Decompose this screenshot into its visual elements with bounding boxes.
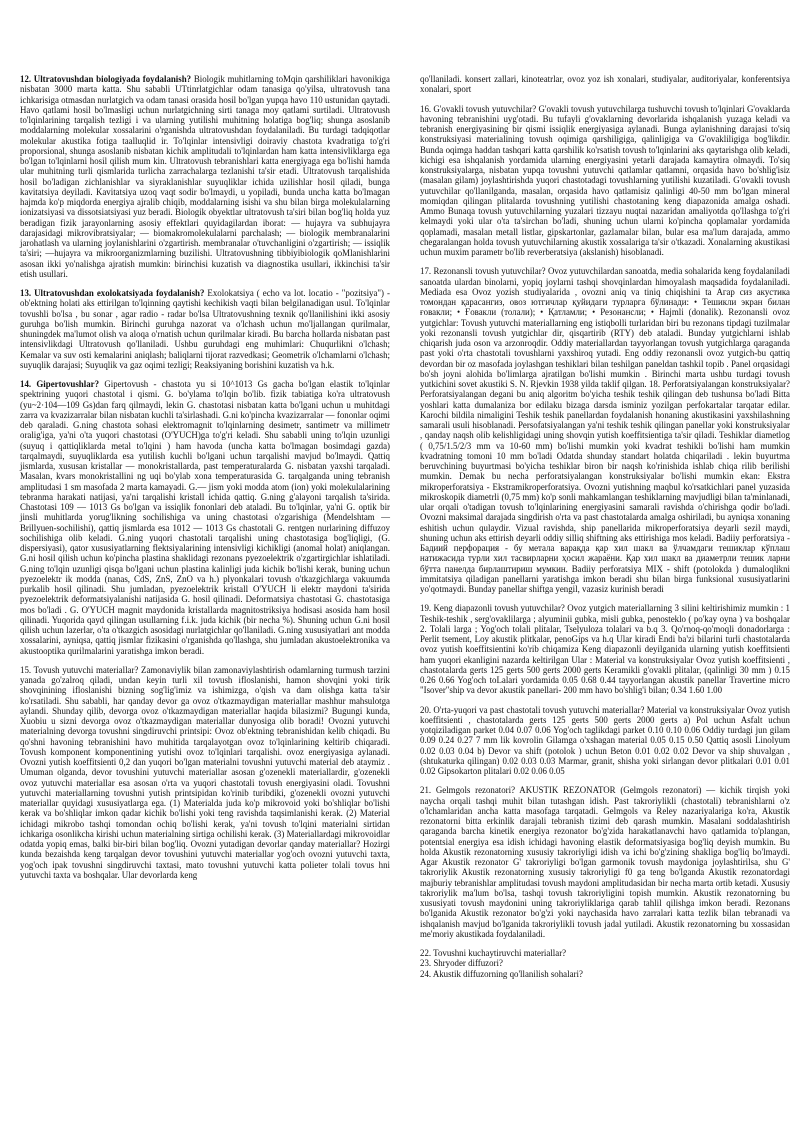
text-13: Exolokatsiya ( echo va lot. locatio - "pozitsiya") - ob'ektning holati aks ettirilgan to'lqinning qaytishi kechikish vaqti bilan belgilanadigan usul. To'lqinlar tovushli bo'lsa , bu sonar , agar radio - radar bo'lsa Ultratovushning texnik qo'llanilishini ikki asosiy guruhga bo'lish mumkin. Birinchi guruhga nazorat va o'lchash uchun mo'ljallangan qurilmalar, shuningdek ma'lumot olish va aloqa o'rnatish uchun qurilmalar kiradi. Bu barcha hollarda nisbatan past intensivlikdagi Ultratovush qo'llaniladi. Ushbu guruhdagi eng muhimlari: Chuqurlikni o'lchash; Kemalar va suv osti kemalarini aniqlash; baliqlarni tijorat razvedkasi; Geometrik o'lchamlarni o'lchash; suyuqlik darajasi; Suyuqlik va gaz oqimi tezligi; Reaksiyaning borishini kuzatish va h.k. [20, 288, 390, 370]
paragraph-16 [420, 104, 790, 258]
text-17: 17. Rezonansli tovush yutuvchilar? Ovoz yutuvchilardan sanoatda, media sohalarida keng foydalaniladi sanoatda ulardan binolarni, yopiq joylarni tashqi shovqinlardan himoyalash maqsadida foydalaniladi. Mediada esa Ovoz yozish studiyalarida , ovozni aniq va tiniq chiqishini ta Агар сиз акустика томондан қарасангиз, овоз ютгичлар қуйидаги турларга бўлинади: • Тешикли экран билан ғовакли; • Ғовакли (толали); • Қатламли; • Резонансли; • Hajmli (donalik). Rezonansli ovoz yutgichlar: Tovush yutuvchi materiallarning eng istiqbolli turlaridan biri bu rezonans tipdagi tuzilmalar yoki rezonansli tovush yutgichlar dir, qisqartirib (RTY) deb ataladi. Bunday yutgichlarni ishlab chiqarish juda oson va arzonroqdir. Oddiy materiallardan tayyorlangan tovush yutgichlarga qaraganda past yoki o'rta chastotali tovushlarni yaxshiroq yutadi. Eng oddiy rezonansli ovoz yutgich-bu qattiq devordan bir oz masofada joylashgan teshiklari bilan teshilgan paneldan tashkil topib . Panel orqasidagi bo'sh joyni alohida bo'limlarga ajratilgan bo'lishi mumkin . Birinchi marta ushbu turdagi tovush yutkichini sovet akustiki S. N. Rjevkin 1938 yilda taklif qilgan. 18. Perforatsiyalangan konstruksiyalar? Perforatsiyalangan degani bu aniq algoritm bo'yicha teshik teshik qilingan deb tushunsa bo'ladi Bitta yoshlari katta dumalaniza bor edilaku bizaga darsda isminiz yozilgan perfokartalar tarqatar edilar. Karochi bildila nimaligini Teshik teshik panellardan foydalanish honaning akustikasini yaxshilashning samarali usuli hisoblanadi. Persofatsiyalangan ya'ni teshik teshik qilingan panellar yoki konstruksiyalar , qanday naqsh olib kelishligidagi uning shovqin yutish koeffitsientiga ta'sir qiladi. Teshiklar diametlog ( 0,75/1.5/2/3 mm va 10-60 mm) bo'lishi mumkin yoki kvadrat teshikli bo'lishi ham mumkin kvadratning tomoni 10 mm bo'ladi Odatda shunday standart holatda chiqariladi . lekin buyurtma beruvchining buyurtmasi bo'yicha teshiklar biron bir naqsh ko'rinishida ishlab chiqa rilib berilishi mumkin. Demak bu necha perforatsiyalangan konstruksiyalar bo'lishi mumkin ekan: Ekstra mikroperforatsiya - Ekstramikroperforatsiya. Ovozni yutishning maqbul ko'rsatkichlari panel yuzasida mikroskopik diametrli (0,75 mm) ko'p sonli mahkamlangan teshiklarning mavjudligi bilan ta'minlanadi, ular orqali o'tadigan tovush to'lqinlarining energiyasini samarali ravishda o'chirishga qodir bo'ladi. Ovozni maksimal darajada singdirish o'rta va past chastotalarda amalga oshiriladi, bu ayniqsa xonaning eshitish uchun qulaydir. Vizual ravishda, ship panellarida mikroperforatsiya deyarli sezil maydi, shuning uchun aks ettirish deyarli oddiy silliq shiftning aks ettirishiga mos keladi. Badiiy perforatsiya - Бадиий перфорация - бу метала варақда қар хил шакл ва ўлчамдаги тешиклар кўплаш натижасида турли хил тасвирларни ҳосил жараёни. Қар хил шакл ва диаметрли тешик ларни бўтта панелда бирлаштириш мумкин. Badiiy perforatsiya MIX - shift (potolokda ) dumaloqlikni immitatsiya qiladigan panellarni yaratishga imkon beradi shu bilan birga funksional xususiyatlarini yo'qotmaydi. Bunday panellar shiftga yengil, vazasiz kurinish beradi [420, 266, 790, 594]
paragraph-14 [20, 379, 390, 656]
left-column [20, 74, 390, 889]
paragraph-13 [20, 288, 390, 370]
heading-13: 13. Ultratovushdan exolokatsiyada foydalanish? [20, 288, 205, 298]
text-19: 19. Keng diapazonli tovush yutuvchilar? Ovoz yutgich materiallarning 3 silini keltirishimiz mumkin : 1 Teshik-teshik , serg'ovaklilarga ; alyuminii gubka, misli gubka, penosteklo ( po'kay oyna ) va boshqalar 2. Tolali larga ; Yog'och tolali plitalar, Tselyuloza tolalari va b.q 3. Qo'rnoq-qo'moqli donadorlarga : Perlit tsement, Loy akustik plitkalar, penoGips va h.q Ular kiradi Endi ba'zi bilarini turli chastotalarda ovoz yutish koeffitsientini ko'rib chiqamiza Keng diapazonli deyilganida ularning yutish koeffitsienti ham yuqori ekanligini nazarda keltirilgan Ular : Material va konstruksiyalar Ovoz yutish koeffitsienti , chastotalarda gerts 125 gerts 500 gerts 2000 gerts Keramikli g'ovakli plitalar, (qalinligi 30 mm ) 0.15 0.26 0.66 Yog'och toLalari yordamida 0.05 0.68 0.44 tayyorlangan akustik panellar Travertine micro "Isover"ship va devor akustik panellari- 200 mm havo bo'shlig'i bilan; 0.34 1.60 1.00 [420, 603, 790, 696]
heading-14: 14. Gipertovushlar? [20, 379, 100, 389]
question-24: 24. Akustik diffuzorning qo'llanilish sohalari? [420, 968, 583, 979]
text-12: Biologik muhitlarning toMqin qarshiliklari havonikiga nisbatan 3000 marta katta. Shu sababli UTtinrlatgichlar odam tanasiga qo'yilsa, ultratovush tana ichkarisiga otmasdan nurlatgich va odam tanasi orasida hosil bo'lgan yupqa havo 110 ustunidan qaytadi. Havo qatlami hosil bo'lmasligi uchun nurlatgichning sirti tanaga moy qatlami surtiladi. Ultratovush to'lqinlarining tarqalish tezligi i va ularning yutilishi muhitning holatiga bog'liq; shunga asoslanib moddalarning molekular xossalarini o'rganishda ultratovushdan foydalaniladi. Bu turdagi tadqiqotlar molekular akustika fotiga taalluqlid ir. To'lqinlar intensivligi doiraviy chastota kvadratiga to'g'ri proporsional, shunga asoslanib nisbatan kichik amplitudali to'lqinlardan ham katta intensivliklarga ega bo'lgan to'lqinlarni hosil qilish mum kin. Ultratovush tebranishlari katta energiyaga ega bo'lishi hamda ular muhitning turli qismlarida turlicha zarrachalarga tezlanishi ta'sir etadi. Ultratovush tarqalishida hosil bo'ladigan zichlanishlar va siyraklanishlar suyuqliklar ichida uzilishlar hosil qiladi, bunga kavitatsiya deyiladi. Kavitatsiya uzoq vaqt sodir bo'lmaydi, u yopiladi, bunda uncha katta bo'lmagan hajmda ko'p miqdorda energiya ajralib chiqib, moddalarning isishi va shu bilan birga molekulalarning ionizatsiyasi va dissotsiatsiyasi yuz beradi. Biologik obyektlar ultratovush ta'siri bilan bog'liq holda yuz beradigan fizik jarayonlarning asosiy effektlari quyidagilardan iborat: — hujayra va subhujayra darajasidagi mikrovibratsiyalar; — biomakromolekulalarni parchalash; — biologik membranalarini jarohatlash va ularning joylanishlarini o'zgartirish. membranalar o'tuvchanligini o'zgartirish; — issiqlik ta'siri; —hujayra va mikroorganizmlarning buzilishi. Ultratovushning tibbiyibiologik qoMlanishlarini asosan ikki yo'nalishga ajratish mumkin: birinchisi kuzatish va diagnostika usullari, ikkinchisi ta'sir etish usullari. [20, 74, 390, 279]
text-20: 20. O'rta-yuqori va past chastotali tovush yutuvchi materiallar? Material va konstruksiyalar Ovoz yutish koeffitsienti , chastotalarda gerts 125 gerts 500 gerts 2000 gerts a) Pol uchun Asfalt uchun yotqiziladigan parket 0.04 0.07 0.06 Yog'och taglikdagi parket 0.10 0.10 0.06 Oddiy turdagi jun gilam 0.09 0.24 0.27 7 mm lik kovrolin Gilamga o'xshagan material 0.05 0.15 0.50 Qattiq asosli Linolyum 0.02 0.03 0.04 b) Devor va shift (potolok ) uchun Beton 0.01 0.02 0.02 Devor va ship shuvalgan , (shtukaturka qilingan) 0.02 0.03 0.03 Marmar, granit, shisha yoki sirlangan devor plitkalari 0.01 0.01 0.02 Gipsokarton plitalari 0.02 0.06 0.05 [420, 704, 790, 776]
text-15b: qo'llaniladi. konsert zallari, kinoteatrlar, ovoz yoz ish xonalari, studiyalar, auditoriyalar, konferentsiya xonalari, sport [420, 74, 790, 95]
question-22: 22. Tovushni kuchaytiruvchi materiallar? [420, 948, 567, 958]
paragraph-17 [420, 266, 790, 594]
question-23: 23. Shryoder diffuzori? [420, 958, 503, 969]
paragraph-15-continued [420, 74, 790, 95]
paragraph-15 [20, 665, 390, 880]
heading-12: 12. Ultratovushdan biologiyada foydalanish? [20, 74, 192, 84]
text-15: 15. Tovush yutuvchi materiallar? Zamonaviylik bilan zamonaviylashtirish odamlarning turmush tarzini yanada go'zalroq qiladi, undan keyin turli xil tovush ifloslanishi, hamon shovqini yoki tirik shovqinining ifloslanishi bizning sog'lig'imiz va ishimizga, o'qish va dam olishga katta ta'sir ko'rsatiladi. Shu sababli, har qanday devor ga ovoz o'tkazmaydigan materiallar mashhur mahsulotga aylandi. Shunday qilib, devorga ovoz o'tkazmaydigan materiallar haqida bilasizmi? Bugungi kunda, Xuobiu u sizni devorga ovoz o'tkazmaydigan materiallar dunyosiga olib boradi! Ovozni yutuvchi materialning devorga tovushni singdiruvchi printsipi: Ovoz ob'ektning tebranishidan kelib chiqadi. Bu qo'shni havoning tebranishini havo muhitida tarqalayotgan ovoz to'lqinlarining keltirib chiqaradi. Tovush komponent komponentining yutishi ovoz to'lqinlari tarqalishi. ovoz energiyasiga aylanadi. Ovozni yutish koeffitsienti 0,2 dan yuqori bo'lgan materialni tovushni yutuvchi material deb ataymiz . Umuman olganda, devor tovushini yutuvchi materiallar asosan g'ozenekli materiallardir, g'ozenekli ovoz yutuvchi materiallar esa asosan o'rta va yuqori chastotali tovush energiyasini oladi. Tovushni yutuvchi materiallarning tovushni yutish printsipidan ko'rinib turibdiki, g'ozenekli ovozni yutuvchi materiallar quyidagi xususiyatlarga ega. (1) Materialda juda ko'p mikrovoid yoki bo'shliqlar bo'lishi kerak va bo'shliqlar imkon qadar kichik bo'lishi yoki teng ravishda taqsimlanishi kerak. (2) Material ichidagi mikrobo tashqi tomondan ochiq bo'lishi kerak, ya'ni tovush to'lqini materialni sirtidan ichkariga osonlikcha kirishi uchun materialning sirtiga ochilishi kerak. (3) Materiallardagi mikrovoidlar odatda yopiq emas, balki bir-biri bilan bog'liq. Ovozni yutadigan devorlar qanday materiallar? Hozirgi kunda bezaishda keng tarqalgan devor tovushini yutuvchi materiallar yog'och ovozni yutuvchi taxta, yog'och ipak tovushni singdiruvchi taxtasi, mato tovushni yutuvchi katta polieter tolali tovus hni yutuvchi taxta va boshqalar. Ular devorlarda keng [20, 664, 390, 880]
text-16: 16. G'ovakli tovush yutuvchilar? G'ovakli tovush yutuvchilarga tushuvchi tovush to'lqinlari G'ovaklarda havoning tebranishini uyg'otadi. Bu tufayli g'ovaklarning devorlarida ishqalanish yuzaga keladi va tebranish energiyasining bir qismi issiqlik energiyasiga aylanadi. Bunga aylanishning darajasi to'siq konstruksiyasi materialining tovush oqimiga qarshiligiga, qalinligiga va G'ovakliligiga bog'likdir. Bunda oqimga haddan tashqari katta qarshilik ko'rsatish tovush to'lqinlarini aks qaytarishga olib keladi, kichigi esa ishqalanish yordamida ularning energiyasini yetarli darajada kamaytira olmaydi. To'siq konstruksiyalarga, nisbatan yupqa tovushni yutuvchi qatlamlar qatlamni, orqasida havo bo'shlig'isiz (masalan gilam) joylashtirishda yuqori chastotadagi tovushlarning yutilishi kuzatiladi. G'ovakli tovush yutuvchilar qo'llanilganda, masalan, orqasida havo qatlamisiz qalinligi 40-50 mm bo'lgan mineral momiqdan qilingan plitalarda tovushning yutilishi chastotaning keng diapazonida amalga oshadi. Ammo Bunaqa tovush yutuvchilarning yuzalari tizzayu nuqtai nazaridan amaliyotda qo'llashga to'g'ri kelmaydi yoki ular o'ta ta'sirchan bo'ladi, shuning uchun ularni ko'pincha qoplamalar yordamida qoplamadi, masalan metall listlar, gipskartonlar, gazlamalar bilan, bular esa ma'lum darajada, ammo chegaralangan holda tovush yutuvchilarning akustik xossalariga ta'sir o'tkazadi. Xonalarning akustikasi uchun muxim parametr bo'lib reverberatsiya (akslanish) hisoblanadi. [420, 103, 790, 257]
paragraph-19 [420, 603, 790, 695]
paragraph-12 [20, 74, 390, 279]
paragraph-20 [420, 705, 790, 777]
text-21: 21. Gelmgols rezonatori? AKUSTIK REZONATOR (Gelmgols rezonatori) — kichik tirqish yoki naycha orqali tashqi muhit bilan tutashgan idish. Past takroriylikli (chastotali) tebranishlarni o'z o'lchamlaridan ancha katta masofaga tarqatadi. Gelmgols va Reley nazariyalariga ko'ra, Akustik rezonatorni bitta erkinlik darajali tebranish tizimi deb qarash mumkin. Masalani soddalashtirish qaraganda barcha kinetik energiya rezonator bo'g'zida harakatlanavchi havo qatlamida to'plangan, potentsial energiya esa idish ichidagi havoning elastik deformatsiyasiga bog'liq deyish mumkin. Bu holda Akustik rezonatorning xususiy takroriyligi idish va ichi bo'g'zining shakliga bog'liq bo'lmaydi. Agar Akustik rezonator G' takroriyligi bo'lgan garmonik tovush maydoniga joylashtirilsa, shu G' takroriylik Akustik rezonatorning xususiy takroriyligi f0 ga teng bo'lganda Akustik rezonatordagi majburiy tebranishlar amplitudasi tovush maydoni amplitudasidan bir necha marta ortib ketadi. Xususiy takroriylik ma'lum bo'lsa, tashqi tovush takroriyligini topish mumkin. Akustik rezonatorning bu xususiyati tovush maydonini uning takroriyliklariga qarab tahlil qilishga imkon beradi. Rezonans bo'lganida Akustik rezonator bo'g'zi yoki naychasida havo zarralari katta tezlik bilan tebranadi va ishqalanish mavjud bo'lganida takroriylikli tovush jadal yutiladi. Akustik rezonatorning bu xossasidan me'moriy akustikada foydalaniladi. [420, 785, 790, 939]
paragraph-21 [420, 785, 790, 939]
text-14: Gipertovush - chastota yu si 10^1013 Gs gacha bo'lgan elastik to'lqinlar spektrining yuqori chastotal i qismi. G. bo'ylama to'lqin bo'lib. fizik tabiatiga ko'ra ultratovush (yu~2·104—109 Gs)dan farq qilmaydi, lekin G. chastotasi nisbatan katta bo'lgani uchun u muhitdagi zarra va kvazizarralar bilan nisbatan kuchli ta'sirlashadi. G.ni ko'pincha kvazizarralar — fononlar oqimi deb qaraladi. G.ning chastota sohasi elektromagnit to'lqinlarning desimetr, santimetr va millimetr oralig'iga, ya'ni o'ta yuqori chastotasi (O'YUCH)ga to'g'ri keladi. Shu sababli uning to'lqin uzunligi (suyuq i qattiqliklarda metal to'lqini ) ham havoda (uncha katta bo'lmagan bosimdagi gazda) tarqalmaydi, suyuqliklarda esa yutilish kuchli bo'lgani uchun tarqalishi mavjud bo'lmaydi. Qattiq jismlarda, xususan kristallar — monokristallarda, past temperaturalarda G. nisbatan yaxshi tarqaladi. Masalan, kvars monokristallini ng uqi bo'ylab xona temperaturasida G. tarqalganda uning tebranish amplitudasi 1 sm masofada 2 marta kamayadi. G.— jism yoki modda atom (ion) yoki molekulalarining tebranma harakati natijasi, ya'ni tarqalishi kristall ichida qattiq. G.ning g'alayoni tarqalish ta'sirida. Chastotasi 109 — 1013 Gs bo'lgan va issiqlik fononlari deb ataladi. Bu to'lqinlar, ya'ni G. optik bir jinsli muhitlarda yorug'likning sochilishiga va uning chastotasi o'zgarishiga (Mendelshtam — Brillyuen-sochilishi), qattiq jismlarda esa 1012 — 1013 Gs chastotali G. rentgen nurlarining diffuzoy sochilishiga olib keladi. G.ning yuqori chastotali tarqalishi uning chastotasiga bog'liqligi, (G. dispersiyasi), qator xususiyatlarning flektsiyalarining intensivligi kichikligi (anomal holat) aniqlangan. G.ni hosil qilish uchun ko'pincha plastina shaklidagi rezonans pyezoelektrik o'zgartirgichlar ishlatiladi. G.ning to'lqin uzunligi qisqa bo'lgani uchun plastina kalinligi juda kichik bo'lishi kerak, buning uchun pyezoelektr ik modda (nanas, CdS, ZnS, ZnO va h.) plyonkalari tovush o'tkazgichlarga vakuumda purkalib hosil qilinadi. Shu jumladan, pyezoelektrik kristall O'YUCH li elektr maydoni ta'sirida pyezoelektrik deformatsiyalanishi natijasida G. hosil qilinadi. Deformatsiya chastotasi G. chastotasiga mos bo'ladi . G. O'YUCH magnit maydonida kristallarda magnitostriksiya hodisasi asosida ham hosil qilinadi. Yuqorida qayd qilingan usullarning f.i.k. juda kichik (bir necha %). Shuning uchun G.ni hosil qilish uchun lazerlar, o'ta o'tkazgich asosidagi nurlatgichlar qo'llaniladi. G.ning xususiyatlari ant modda xossalarini, ayniqsa, qattiq jismlar fizikasini o'rganishda qo'llashga, shu jumladan akustoelektronika va akustooptika qurilmalarini yaratishga imkon beradi. [20, 379, 391, 656]
right-column [420, 74, 790, 979]
